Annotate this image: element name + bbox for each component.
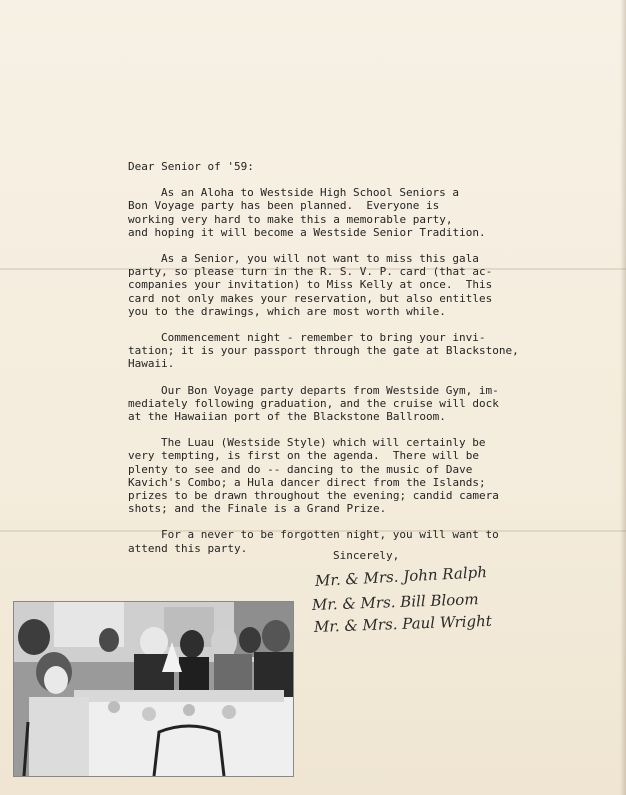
paragraph bbox=[128, 252, 568, 318]
paragraph bbox=[128, 186, 568, 239]
text-line: prizes to be drawn throughout the evening; candid camera bbox=[128, 489, 499, 503]
text-line: plenty to see and do -- dancing to the music of Dave bbox=[128, 462, 473, 476]
text-line: you to the drawings, which are most worth while. bbox=[128, 304, 446, 318]
text-line: companies your invitation) to Miss Kelly at once. This bbox=[128, 278, 493, 292]
letter-body bbox=[128, 160, 568, 568]
text-line: The Luau (Westside Style) which will certainly be bbox=[161, 436, 486, 450]
signature: Mr. & Mrs. Paul Wright bbox=[313, 611, 493, 636]
text-line: party, so please turn in the R. S. V. P. card (that ac- bbox=[128, 265, 493, 279]
text-line: and hoping it will become a Westside Senior Tradition. bbox=[128, 225, 486, 239]
signature: Mr. & Mrs. Bill Bloom bbox=[311, 590, 479, 614]
text-line: working very hard to make this a memorable party, bbox=[128, 212, 453, 226]
text-line: shots; and the Finale is a Grand Prize. bbox=[128, 502, 387, 516]
text-line: tation; it is your passport through the gate at Blackstone, bbox=[128, 344, 519, 358]
text-line: attend this party. bbox=[128, 541, 248, 555]
text-line: Kavich's Combo; a Hula dancer direct from the Islands; bbox=[128, 475, 486, 489]
text-line: Bon Voyage party has been planned. Everyone is bbox=[128, 199, 440, 213]
text-line: very tempting, is first on the agenda. There will be bbox=[128, 449, 479, 463]
text-line: Our Bon Voyage party departs from Westside Gym, im- bbox=[161, 383, 499, 397]
closing: Sincerely, bbox=[333, 549, 400, 562]
text-line: card not only makes your reservation, but also entitles bbox=[128, 291, 493, 305]
text-line: Commencement night - remember to bring your invi- bbox=[161, 331, 486, 345]
paragraph bbox=[128, 436, 568, 515]
text-line: mediately following graduation, and the cruise will dock bbox=[128, 396, 499, 410]
text-line: As an Aloha to Westside High School Seniors a bbox=[161, 186, 460, 200]
text-line: For a never to be forgotten night, you will want to bbox=[161, 528, 499, 542]
text-line: As a Senior, you will not want to miss this gala bbox=[161, 252, 479, 266]
text-line: at the Hawaiian port of the Blackstone Ballroom. bbox=[128, 410, 446, 424]
party-photograph bbox=[13, 601, 294, 777]
paragraph bbox=[128, 331, 568, 371]
paper-edge-shadow bbox=[620, 0, 626, 795]
greeting: Dear Senior of '59: bbox=[128, 160, 254, 173]
paragraph bbox=[128, 384, 568, 424]
text-line: Hawaii. bbox=[128, 357, 175, 371]
signature: Mr. & Mrs. John Ralph bbox=[314, 563, 488, 590]
